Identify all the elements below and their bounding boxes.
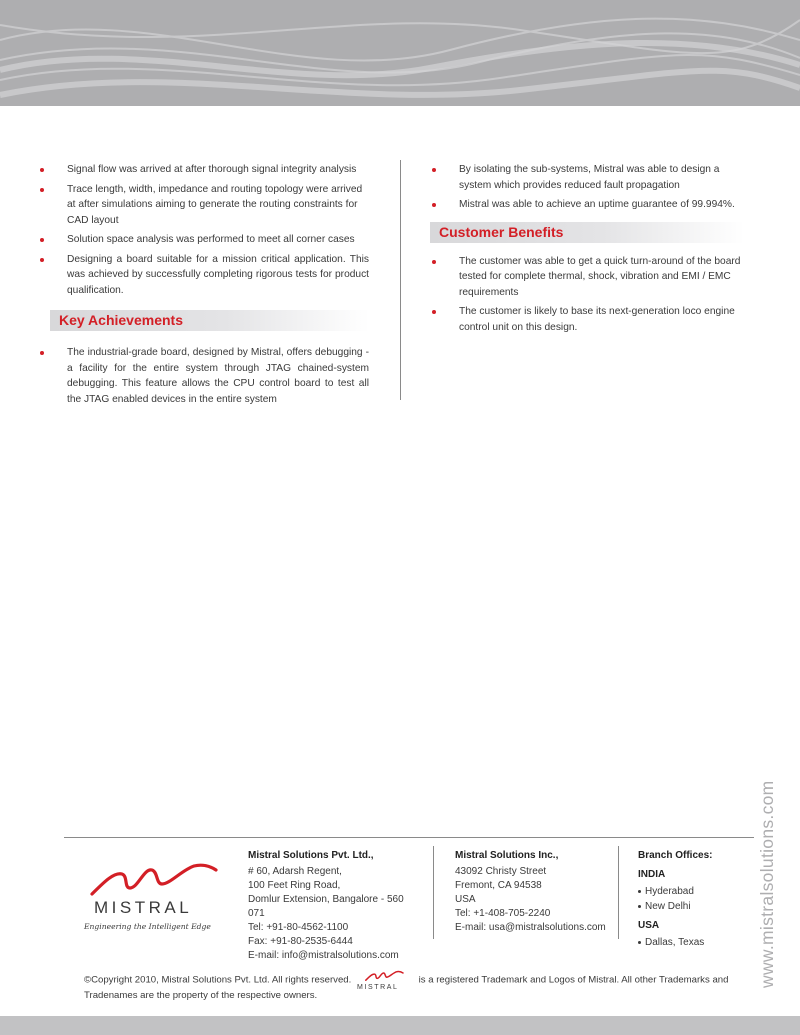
list-item: Mistral was able to achieve an uptime guarantee of 99.994%. bbox=[430, 197, 744, 213]
customer-benefits-list bbox=[430, 254, 744, 336]
bullet-list bbox=[38, 162, 369, 298]
bullet-list bbox=[430, 162, 744, 213]
office-name: Mistral Solutions Inc., bbox=[455, 850, 559, 861]
india-hq-address bbox=[248, 849, 423, 963]
customer-benefits-heading: Customer Benefits bbox=[430, 222, 744, 243]
address-line: Domlur Extension, Bangalore - 560 071 bbox=[248, 894, 404, 919]
office-divider bbox=[433, 846, 434, 939]
header-banner bbox=[0, 0, 800, 106]
branch-offices-title: Branch Offices: bbox=[638, 850, 713, 861]
branch-offices bbox=[638, 849, 748, 950]
inline-mistral-logo bbox=[356, 972, 413, 991]
email-line: E-mail: usa@mistralsolutions.com bbox=[455, 922, 606, 933]
address-line: Fremont, CA 94538 bbox=[455, 880, 542, 891]
key-achievements-list bbox=[38, 345, 369, 407]
usa-branch-list bbox=[638, 935, 748, 950]
list-item: Dallas, Texas bbox=[638, 935, 748, 950]
footer-band bbox=[0, 1016, 800, 1035]
key-achievements-heading: Key Achievements bbox=[50, 310, 369, 331]
list-item: Trace length, width, impedance and routing topology were arrived at after simulations aiming to generate the routing constraints for CAD layout bbox=[38, 182, 369, 229]
address-line: # 60, Adarsh Regent, bbox=[248, 866, 342, 877]
copyright-notice bbox=[84, 972, 734, 1003]
copyright-text: ©Copyright 2010, Mistral Solutions Pvt. Ltd. All rights reserved. bbox=[84, 974, 352, 986]
office-name: Mistral Solutions Pvt. Ltd., bbox=[248, 850, 374, 861]
footer-divider bbox=[64, 837, 754, 838]
email-line: E-mail: info@mistralsolutions.com bbox=[248, 950, 399, 961]
phone-line: Tel: +91-80-4562-1100 bbox=[248, 922, 349, 933]
mistral-logo bbox=[80, 860, 230, 940]
list-item: The customer is likely to base its next-generation loco engine control unit on this design. bbox=[430, 304, 744, 335]
inline-logo-wordmark: MISTRAL bbox=[356, 984, 399, 991]
trademark-text: is a registered Trademark and Logos of Mistral. All other Trademarks and Tradenames are the property of the respective owners. bbox=[84, 974, 729, 1001]
list-item: Hyderabad bbox=[638, 884, 748, 899]
wave-graphic bbox=[0, 0, 800, 106]
india-branch-list bbox=[638, 884, 748, 914]
logo-tagline: Engineering the Intelligent Edge bbox=[84, 922, 211, 931]
logo-swoosh-icon bbox=[86, 860, 226, 900]
right-column bbox=[430, 162, 744, 339]
list-item: New Delhi bbox=[638, 899, 748, 914]
address-line: USA bbox=[455, 894, 476, 905]
list-item: Signal flow was arrived at after thorough signal integrity analysis bbox=[38, 162, 369, 178]
column-divider bbox=[400, 160, 401, 400]
office-divider bbox=[618, 846, 619, 939]
fax-line: Fax: +91-80-2535-6444 bbox=[248, 936, 353, 947]
list-item: By isolating the sub-systems, Mistral was able to design a system which provides reduced fault propagation bbox=[430, 162, 744, 193]
address-line: 43092 Christy Street bbox=[455, 866, 547, 877]
list-item: Designing a board suitable for a mission critical application. This was achieved by successfully completing rigorous tests for product qualification. bbox=[38, 252, 369, 299]
list-item: The industrial-grade board, designed by Mistral, offers debugging - a facility for the entire system through JTAG chained-system debugging. This feature allows the CPU control board to test all the JTAG enabled devices in the entire system bbox=[38, 345, 369, 407]
phone-line: Tel: +1-408-705-2240 bbox=[455, 908, 551, 919]
list-item: The customer was able to get a quick turn-around of the board tested for complete thermal, shock, vibration and EMI / EMC requirements bbox=[430, 254, 744, 301]
list-item: Solution space analysis was performed to meet all corner cases bbox=[38, 232, 369, 248]
left-column bbox=[38, 162, 369, 411]
address-line: 100 Feet Ring Road, bbox=[248, 880, 341, 891]
region-label-india: INDIA bbox=[638, 869, 666, 880]
region-label-usa: USA bbox=[638, 920, 660, 931]
usa-office-address bbox=[455, 849, 615, 935]
website-url: www.mistralsolutions.com bbox=[757, 780, 777, 988]
logo-wordmark: MISTRAL bbox=[94, 898, 193, 917]
